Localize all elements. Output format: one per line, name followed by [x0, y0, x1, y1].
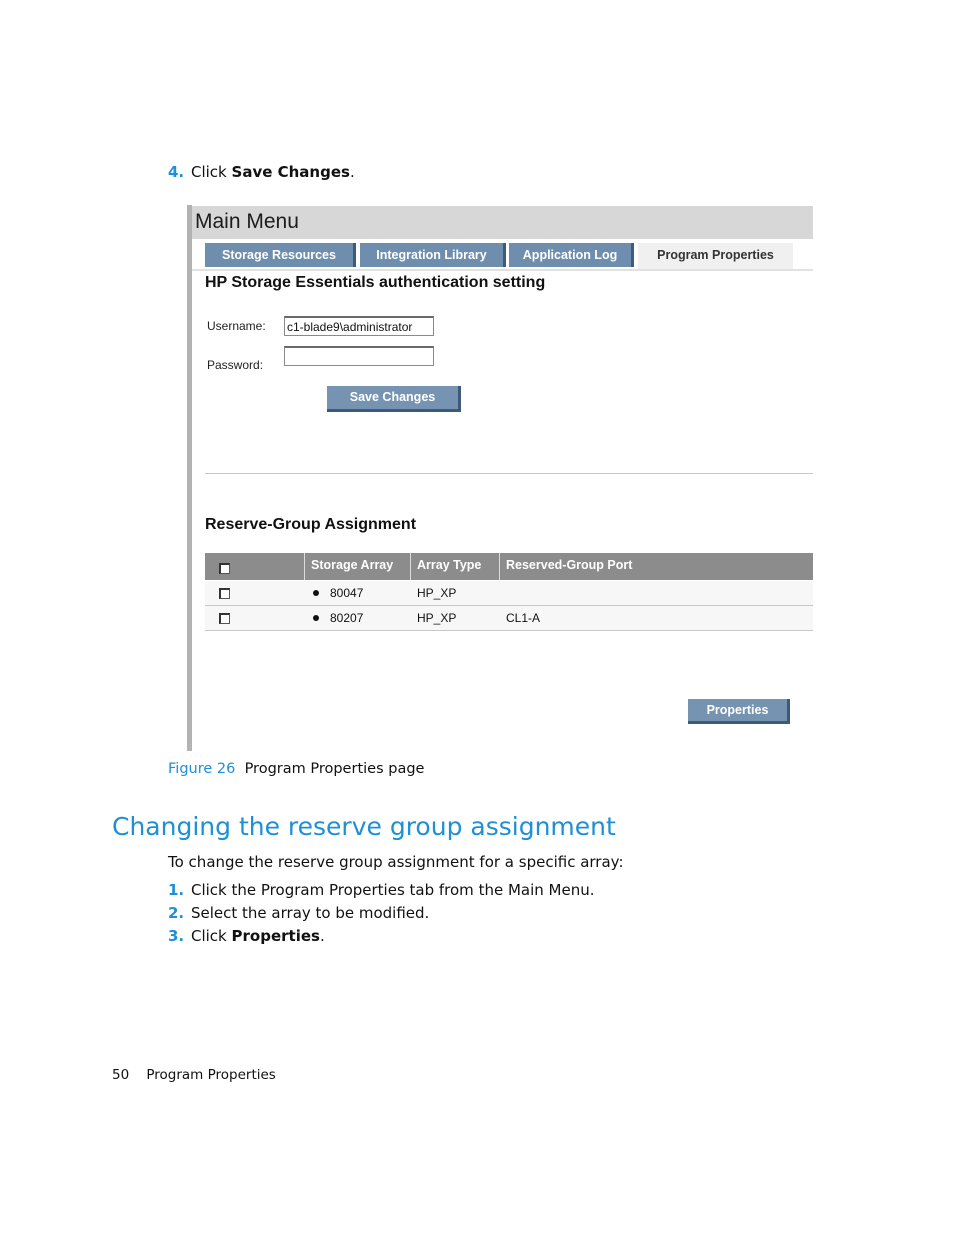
step-text: Click — [191, 163, 232, 181]
step-text: Select the array to be modified. — [191, 904, 430, 922]
step-1 — [168, 881, 594, 899]
table-header — [205, 553, 813, 580]
step-suffix: . — [319, 927, 325, 945]
step-number: 1. — [168, 881, 185, 899]
tab-storage-resources[interactable]: Storage Resources — [205, 243, 356, 267]
table-row[interactable] — [205, 581, 813, 606]
select-all-checkbox[interactable] — [219, 563, 230, 574]
save-changes-button[interactable]: Save Changes — [327, 386, 461, 412]
username-label: Username: — [207, 319, 266, 333]
step-number: 3. — [168, 927, 185, 945]
step-bold: Save Changes — [231, 163, 350, 181]
row-checkbox[interactable] — [219, 613, 230, 624]
section-heading: Changing the reserve group assignment — [112, 812, 616, 841]
figure-caption — [168, 761, 424, 777]
step-3 — [168, 927, 325, 945]
section-intro: To change the reserve group assignment for a specific array: — [168, 853, 624, 871]
reserve-group-title: Reserve-Group Assignment — [205, 516, 417, 533]
username-input[interactable]: c1-blade9\administrator — [284, 316, 434, 336]
table-row[interactable] — [205, 606, 813, 631]
step-number: 4. — [168, 163, 185, 181]
password-input[interactable] — [284, 346, 434, 366]
step-2 — [168, 904, 429, 922]
cell-port: CL1-A — [506, 611, 541, 625]
properties-button[interactable]: Properties — [688, 699, 790, 724]
tab-underline — [192, 269, 813, 271]
row-checkbox[interactable] — [219, 588, 230, 599]
password-label: Password: — [207, 358, 264, 372]
tab-program-properties[interactable]: Program Properties — [638, 243, 793, 270]
step-text: Click — [191, 927, 232, 945]
footer-section: Program Properties — [146, 1067, 276, 1083]
figure-label: Figure 26 — [168, 761, 236, 777]
main-menu-bar — [192, 206, 813, 239]
header-storage-array[interactable]: Storage Array — [311, 558, 394, 572]
header-separator — [499, 553, 500, 580]
figure-caption-text: Program Properties page — [244, 761, 425, 777]
header-reserved-group-port[interactable]: Reserved-Group Port — [506, 558, 633, 572]
cell-storage-array: 80047 — [330, 586, 364, 600]
step-text: Click the Program Properties tab from the Main Menu. — [191, 881, 595, 899]
tab-application-log[interactable]: Application Log — [509, 243, 634, 267]
section-divider — [205, 473, 813, 474]
row-bullet — [313, 615, 319, 621]
row-bullet — [313, 590, 319, 596]
step-bold: Properties — [231, 927, 320, 945]
main-menu-title: Main Menu — [195, 210, 299, 233]
header-array-type[interactable]: Array Type — [417, 558, 482, 572]
program-properties-screenshot — [187, 205, 813, 751]
header-separator — [304, 553, 305, 580]
cell-array-type: HP_XP — [417, 611, 457, 625]
step-4 — [168, 163, 355, 181]
screenshot-left-border — [187, 205, 192, 751]
auth-section-title: HP Storage Essentials authentication setting — [205, 274, 546, 291]
cell-array-type: HP_XP — [417, 586, 457, 600]
page-footer — [112, 1067, 276, 1083]
cell-storage-array: 80207 — [330, 611, 364, 625]
step-number: 2. — [168, 904, 185, 922]
header-separator — [410, 553, 411, 580]
page-number: 50 — [112, 1067, 130, 1083]
step-suffix: . — [349, 163, 355, 181]
tab-integration-library[interactable]: Integration Library — [360, 243, 506, 267]
